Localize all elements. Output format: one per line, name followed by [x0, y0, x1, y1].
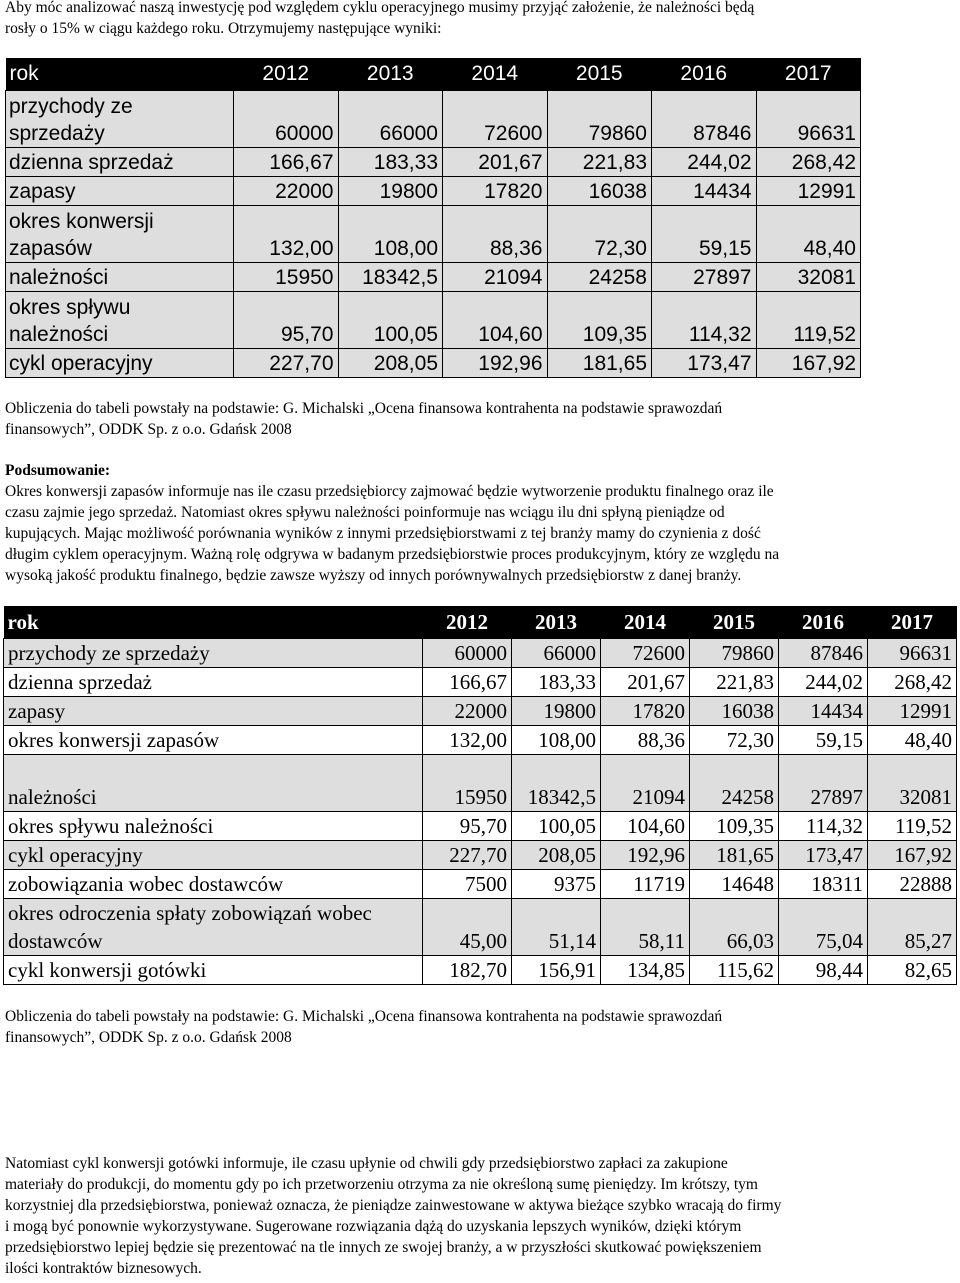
table-cell: 66000: [338, 91, 443, 148]
table-row: [6, 349, 861, 378]
table-row: [6, 177, 861, 206]
table-cell: 119,52: [868, 812, 957, 841]
header-cell: 2012: [234, 58, 339, 91]
table-cell: 98,44: [779, 956, 868, 985]
source-line: finansowych”, ODDK Sp. z o.o. Gdańsk 2008: [5, 421, 292, 438]
intro-line: rosły o 15% w ciągu każdego roku. Otrzymujemy następujące wyniki:: [5, 20, 442, 37]
table-cell: 182,70: [423, 956, 512, 985]
summary-line: Okres konwersji zapasów informuje nas ile czasu przedsiębiorcy zajmować będzie wytworzenie produktu finalnego oraz ile: [5, 483, 774, 500]
table-cell: 114,32: [652, 292, 757, 349]
header-cell: 2016: [652, 58, 757, 91]
table-cell: 22888: [868, 870, 957, 899]
closing-line: ilości kontraktów biznesowych.: [5, 1260, 202, 1277]
table-cell: 108,00: [512, 726, 601, 755]
table-cell: 24258: [690, 755, 779, 812]
table-cell: 12991: [756, 177, 861, 206]
row-label: należności: [4, 755, 423, 812]
table-cell: 87846: [652, 91, 757, 148]
table-header-row: [4, 606, 957, 639]
table-cell: 32081: [756, 263, 861, 292]
table-cell: 48,40: [756, 206, 861, 263]
table-cell: 75,04: [779, 899, 868, 956]
table-row: [4, 726, 957, 755]
table-cell: 244,02: [652, 148, 757, 177]
row-label: cykl konwersji gotówki: [4, 956, 423, 985]
table-cell: 48,40: [868, 726, 957, 755]
table-cell: 22000: [423, 697, 512, 726]
closing-paragraph: [5, 1153, 954, 1279]
closing-line: korzystniej dla przedsiębiorstwa, ponieważ oznacza, że pieniądze zainwestowane w aktywa bieżące szybko wracają do firmy: [5, 1197, 782, 1214]
closing-line: Natomiast cykl konwersji gotówki informuje, ile czasu upłynie od chwili gdy przedsiębiorstwo zapłaci za zakupione: [5, 1155, 728, 1172]
table-row: [4, 841, 957, 870]
table-cell: 45,00: [423, 899, 512, 956]
table-cell: 15950: [234, 263, 339, 292]
table-cell: 95,70: [234, 292, 339, 349]
table-cell: 221,83: [547, 148, 652, 177]
table-cell: 95,70: [423, 812, 512, 841]
table-cell: 183,33: [512, 668, 601, 697]
table-row: [4, 755, 957, 812]
header-cell: 2013: [512, 606, 601, 639]
header-cell: 2013: [338, 58, 443, 91]
table-cell: 181,65: [547, 349, 652, 378]
table-cell: 104,60: [601, 812, 690, 841]
table-cell: 227,70: [234, 349, 339, 378]
table-cell: 183,33: [338, 148, 443, 177]
table-cell: 156,91: [512, 956, 601, 985]
closing-line: materiały do produkcji, do momentu gdy po ich przetworzeniu otrzyma za nie określoną sumę pieniędzy. Im krótszy, tym: [5, 1176, 758, 1193]
header-cell: rok: [4, 606, 423, 639]
table-cell: 201,67: [601, 668, 690, 697]
table-cell: 21094: [601, 755, 690, 812]
header-cell: 2015: [547, 58, 652, 91]
table-row: [4, 697, 957, 726]
source-line: finansowych”, ODDK Sp. z o.o. Gdańsk 2008: [5, 1029, 292, 1046]
table-cell: 167,92: [868, 841, 957, 870]
table-cell: 51,14: [512, 899, 601, 956]
table-cell: 7500: [423, 870, 512, 899]
table-cell: 227,70: [423, 841, 512, 870]
table-cell: 16038: [690, 697, 779, 726]
table-cell: 109,35: [690, 812, 779, 841]
table-cell: 18342,5: [512, 755, 601, 812]
table-cell: 173,47: [779, 841, 868, 870]
table-row: [4, 668, 957, 697]
table-cell: 66000: [512, 639, 601, 668]
table-row: [4, 870, 957, 899]
table-cell: 17820: [443, 177, 548, 206]
table-cell: 12991: [868, 697, 957, 726]
row-label: zapasy: [6, 177, 234, 206]
table-row: [6, 148, 861, 177]
table-cell: 100,05: [512, 812, 601, 841]
table-cell: 104,60: [443, 292, 548, 349]
summary-line: wysoką jakość produktu finalnego, będzie zawsze wyższy od innych porównywalnych przedsiębiorstw z danej branży.: [5, 567, 742, 584]
cash-conversion-table: [3, 606, 957, 985]
summary-line: kupujących. Mając możliwość porównania wyników z innymi przedsiębiorstwami z tej branży mamy do czynienia z dość: [5, 525, 761, 542]
table-cell: 27897: [652, 263, 757, 292]
header-cell: 2017: [756, 58, 861, 91]
row-label: okres odroczenia spłaty zobowiązań wobec dostawców: [4, 899, 423, 956]
source-line: Obliczenia do tabeli powstały na podstawie: G. Michalski „Ocena finansowa kontrahenta na podstawie sprawozdań: [5, 1008, 723, 1025]
table-cell: 79860: [547, 91, 652, 148]
table-cell: 18342,5: [338, 263, 443, 292]
table-cell: 181,65: [690, 841, 779, 870]
table-cell: 268,42: [868, 668, 957, 697]
header-cell: 2012: [423, 606, 512, 639]
table-row: [4, 812, 957, 841]
table-cell: 88,36: [601, 726, 690, 755]
source-line: Obliczenia do tabeli powstały na podstawie: G. Michalski „Ocena finansowa kontrahenta na podstawie sprawozdań: [5, 400, 723, 417]
row-label: zobowiązania wobec dostawców: [4, 870, 423, 899]
header-cell: 2016: [779, 606, 868, 639]
row-label: okres spływu należności: [6, 292, 234, 349]
table-cell: 167,92: [756, 349, 861, 378]
table-row: [6, 206, 861, 263]
operating-cycle-table: [5, 58, 861, 378]
source-note: [5, 1006, 954, 1048]
header-cell: 2017: [868, 606, 957, 639]
table-header-row: [6, 58, 861, 91]
row-label: zapasy: [4, 697, 423, 726]
header-cell: 2014: [601, 606, 690, 639]
summary-line: czasu zajmie jego sprzedaż. Natomiast okres spływu należności poinformuje nas wciągu ilu dni spłyną pieniądze od: [5, 504, 725, 521]
table-cell: 21094: [443, 263, 548, 292]
table-cell: 72,30: [690, 726, 779, 755]
table-cell: 27897: [779, 755, 868, 812]
table-cell: 24258: [547, 263, 652, 292]
table-cell: 9375: [512, 870, 601, 899]
table-cell: 14648: [690, 870, 779, 899]
table-cell: 16038: [547, 177, 652, 206]
table-cell: 208,05: [512, 841, 601, 870]
table-cell: 132,00: [423, 726, 512, 755]
table-cell: 66,03: [690, 899, 779, 956]
header-cell: 2014: [443, 58, 548, 91]
header-cell: rok: [6, 58, 234, 91]
table-cell: 59,15: [652, 206, 757, 263]
table-cell: 82,65: [868, 956, 957, 985]
table-cell: 14434: [779, 697, 868, 726]
source-note: [5, 398, 954, 440]
table-cell: 173,47: [652, 349, 757, 378]
table-cell: 15950: [423, 755, 512, 812]
table-row: [4, 956, 957, 985]
table-cell: 32081: [868, 755, 957, 812]
table-cell: 192,96: [443, 349, 548, 378]
table-cell: 166,67: [423, 668, 512, 697]
table-cell: 72600: [443, 91, 548, 148]
summary-paragraph: [5, 460, 954, 586]
row-label: dzienna sprzedaż: [6, 148, 234, 177]
table-cell: 115,62: [690, 956, 779, 985]
summary-line: długim cyklem operacyjnym. Ważną rolę odgrywa w badanym przedsiębiorstwie proces produkcyjnym, który ze względu na: [5, 546, 780, 563]
intro-paragraph: [5, 0, 954, 39]
table-cell: 108,00: [338, 206, 443, 263]
table-cell: 119,52: [756, 292, 861, 349]
row-label: przychody ze sprzedaży: [4, 639, 423, 668]
table-cell: 134,85: [601, 956, 690, 985]
table-cell: 192,96: [601, 841, 690, 870]
table-cell: 19800: [512, 697, 601, 726]
table-cell: 60000: [234, 91, 339, 148]
table-cell: 100,05: [338, 292, 443, 349]
table-cell: 208,05: [338, 349, 443, 378]
table-row: [6, 292, 861, 349]
row-label: okres spływu należności: [4, 812, 423, 841]
table-cell: 244,02: [779, 668, 868, 697]
row-label: należności: [6, 263, 234, 292]
table-cell: 96631: [868, 639, 957, 668]
table-cell: 268,42: [756, 148, 861, 177]
table-cell: 114,32: [779, 812, 868, 841]
table-cell: 72600: [601, 639, 690, 668]
table-cell: 18311: [779, 870, 868, 899]
table-cell: 88,36: [443, 206, 548, 263]
table-cell: 19800: [338, 177, 443, 206]
table-row: [4, 899, 957, 956]
table-cell: 85,27: [868, 899, 957, 956]
row-label: okres konwersji zapasów: [4, 726, 423, 755]
table-row: [6, 91, 861, 148]
table-row: [6, 263, 861, 292]
table-cell: 132,00: [234, 206, 339, 263]
table-cell: 201,67: [443, 148, 548, 177]
table-cell: 166,67: [234, 148, 339, 177]
table-cell: 14434: [652, 177, 757, 206]
table-cell: 87846: [779, 639, 868, 668]
table-cell: 96631: [756, 91, 861, 148]
row-label: okres konwersji zapasów: [6, 206, 234, 263]
table-cell: 221,83: [690, 668, 779, 697]
row-label: dzienna sprzedaż: [4, 668, 423, 697]
header-cell: 2015: [690, 606, 779, 639]
table-cell: 17820: [601, 697, 690, 726]
row-label: cykl operacyjny: [6, 349, 234, 378]
table-cell: 72,30: [547, 206, 652, 263]
table-cell: 60000: [423, 639, 512, 668]
table-cell: 59,15: [779, 726, 868, 755]
row-label: przychody ze sprzedaży: [6, 91, 234, 148]
row-label: cykl operacyjny: [4, 841, 423, 870]
summary-heading: Podsumowanie:: [5, 462, 111, 479]
table-cell: 22000: [234, 177, 339, 206]
table-cell: 109,35: [547, 292, 652, 349]
intro-line: Aby móc analizować naszą inwestycję pod względem cyklu operacyjnego musimy przyjąć założenie, że należności będą: [5, 0, 755, 16]
table-cell: 11719: [601, 870, 690, 899]
table-cell: 58,11: [601, 899, 690, 956]
table-row: [4, 639, 957, 668]
closing-line: przedsiębiorstwo lepiej będzie się prezentować na tle innych ze swojej branży, a w przyszłości skutkować powiększeniem: [5, 1239, 762, 1256]
closing-line: i mogą być ponownie wykorzystywane. Sugerowane rozwiązania dążą do uzyskania lepszych wyników, dzięki którym: [5, 1218, 742, 1235]
table-cell: 79860: [690, 639, 779, 668]
